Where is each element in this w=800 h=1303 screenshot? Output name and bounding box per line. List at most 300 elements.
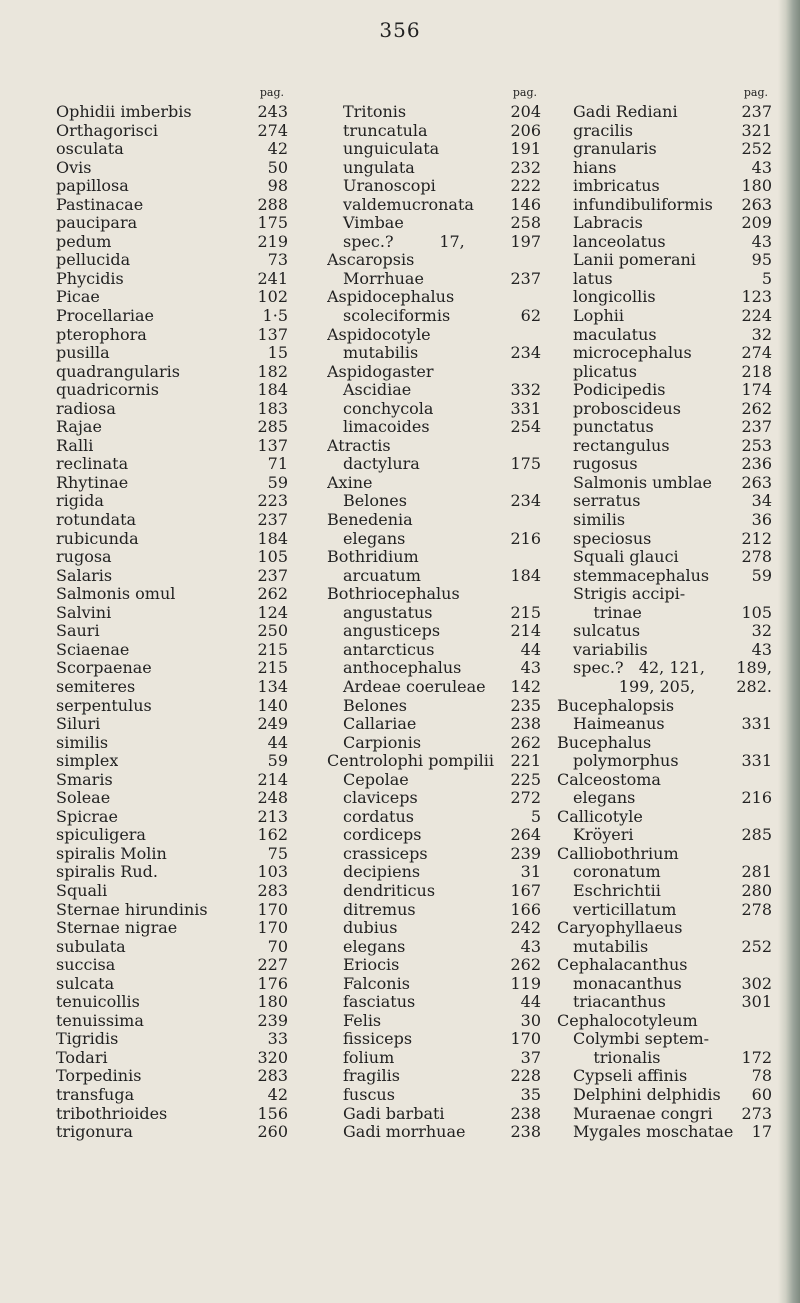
entry-page: 242 bbox=[510, 918, 541, 938]
entry-name: Salaris bbox=[56, 565, 113, 585]
entry-name: simplex bbox=[56, 751, 119, 771]
entry-name: coronatum bbox=[573, 862, 661, 882]
entry-page: 174 bbox=[741, 380, 772, 400]
entry-page: 252 bbox=[741, 936, 772, 956]
entry-name: Gadi barbati bbox=[343, 1103, 445, 1123]
index-entry bbox=[56, 937, 288, 956]
entry-name: Eriocis bbox=[343, 955, 400, 975]
entry-name: subulata bbox=[56, 936, 126, 956]
entry-name: lanceolatus bbox=[573, 231, 666, 251]
entry-page: 228 bbox=[510, 1066, 541, 1086]
entry-name: crassiceps bbox=[343, 843, 428, 863]
entry-name: Spicrae bbox=[56, 806, 118, 826]
entry-page: 234 bbox=[510, 491, 541, 511]
entry-page: 166 bbox=[510, 899, 541, 919]
index-entry bbox=[56, 658, 288, 677]
entry-page: 263 bbox=[741, 194, 772, 214]
entry-name: Kröyeri bbox=[573, 825, 634, 845]
entry-name: Tritonis bbox=[343, 102, 407, 121]
index-entry bbox=[557, 696, 772, 715]
entry-page: 206 bbox=[510, 120, 541, 140]
entry-name: pterophora bbox=[56, 324, 147, 344]
entry-page: 214 bbox=[257, 769, 288, 789]
entry-page: 15 bbox=[267, 343, 288, 363]
index-entry bbox=[327, 436, 541, 455]
entry-name: pusilla bbox=[56, 343, 110, 363]
entry-name: Ralli bbox=[56, 435, 94, 455]
entry-name: fissiceps bbox=[343, 1029, 413, 1049]
entry-page: 224 bbox=[741, 306, 772, 326]
index-entry bbox=[327, 176, 541, 195]
entry-name: Callicotyle bbox=[557, 806, 643, 826]
entry-page: 156 bbox=[257, 1103, 288, 1123]
index-entry bbox=[327, 862, 541, 881]
index-entry bbox=[327, 788, 541, 807]
entry-name: scoleciformis bbox=[343, 306, 451, 326]
index-entry bbox=[557, 584, 772, 603]
index-entry bbox=[557, 269, 772, 288]
entry-name: Aspidocephalus bbox=[327, 287, 455, 307]
index-entry bbox=[56, 1029, 288, 1048]
entry-page: 215 bbox=[257, 639, 288, 659]
entry-page: 37 bbox=[520, 1047, 541, 1067]
index-entry bbox=[557, 1122, 772, 1141]
index-entry bbox=[557, 1029, 772, 1048]
entry-name: folium bbox=[343, 1047, 395, 1067]
entry-name: proboscideus bbox=[573, 398, 681, 418]
entry-name: trinae bbox=[573, 602, 642, 622]
entry-page: 184 bbox=[257, 528, 288, 548]
index-entry bbox=[56, 473, 288, 492]
entry-page: 301 bbox=[741, 992, 772, 1012]
index-entry bbox=[557, 1066, 772, 1085]
index-entry bbox=[557, 825, 772, 844]
index-entry bbox=[56, 287, 288, 306]
index-entry bbox=[557, 640, 772, 659]
entry-name: Mygales moschatae bbox=[573, 1122, 734, 1142]
entry-name: infundibuliformis bbox=[573, 194, 713, 214]
entry-page: 237 bbox=[741, 102, 772, 121]
index-entry bbox=[56, 751, 288, 770]
index-entry bbox=[56, 102, 288, 121]
entry-page: 204 bbox=[510, 102, 541, 121]
entry-page: 34 bbox=[751, 491, 772, 511]
entry-page: 170 bbox=[257, 918, 288, 938]
entry-name: trigonura bbox=[56, 1122, 133, 1142]
entry-name: spec.? 17, bbox=[343, 231, 465, 251]
entry-name: ditremus bbox=[343, 899, 416, 919]
index-entry bbox=[327, 1011, 541, 1030]
entry-page: 243 bbox=[257, 102, 288, 121]
entry-name: Siluri bbox=[56, 714, 101, 734]
entry-page: 146 bbox=[510, 194, 541, 214]
index-entry bbox=[327, 1066, 541, 1085]
entry-page: 274 bbox=[257, 120, 288, 140]
index-entry bbox=[56, 862, 288, 881]
index-entry bbox=[327, 473, 541, 492]
index-entry bbox=[56, 1122, 288, 1141]
entry-name: rigida bbox=[56, 491, 104, 511]
entry-page: 5 bbox=[530, 806, 541, 826]
index-entry bbox=[557, 566, 772, 585]
entry-page: 234 bbox=[510, 343, 541, 363]
index-entry bbox=[56, 436, 288, 455]
index-entry bbox=[557, 918, 772, 937]
entry-name: pellucida bbox=[56, 250, 131, 270]
entry-page: 43 bbox=[520, 658, 541, 678]
index-entry bbox=[56, 158, 288, 177]
entry-page: 209 bbox=[741, 213, 772, 233]
index-entry bbox=[327, 1085, 541, 1104]
entry-page: 50 bbox=[267, 157, 288, 177]
index-entry bbox=[557, 770, 772, 789]
entry-name: Picae bbox=[56, 287, 100, 307]
index-entry bbox=[56, 621, 288, 640]
entry-page: 43 bbox=[751, 157, 772, 177]
index-entry bbox=[557, 343, 772, 362]
entry-name: Sauri bbox=[56, 621, 100, 641]
index-entry bbox=[327, 584, 541, 603]
index-entry bbox=[56, 788, 288, 807]
entry-page: 105 bbox=[257, 547, 288, 567]
entry-name: Podicipedis bbox=[573, 380, 666, 400]
entry-name: Bucephalus bbox=[557, 732, 652, 752]
index-entry bbox=[56, 918, 288, 937]
entry-name: punctatus bbox=[573, 417, 654, 437]
index-entry bbox=[327, 696, 541, 715]
page-number: 356 bbox=[379, 18, 421, 42]
entry-name: Callariae bbox=[343, 714, 417, 734]
index-entry bbox=[327, 881, 541, 900]
index-entry bbox=[557, 362, 772, 381]
index-entry bbox=[557, 1104, 772, 1123]
index-entry bbox=[56, 900, 288, 919]
entry-name: anthocephalus bbox=[343, 658, 462, 678]
entry-name: radiosa bbox=[56, 398, 116, 418]
entry-name: triacanthus bbox=[573, 992, 666, 1012]
index-entry bbox=[327, 603, 541, 622]
index-entry bbox=[327, 844, 541, 863]
index-entry bbox=[557, 436, 772, 455]
entry-name: fragilis bbox=[343, 1066, 400, 1086]
entry-page: 215 bbox=[510, 602, 541, 622]
entry-page: 95 bbox=[751, 250, 772, 270]
index-entry bbox=[56, 584, 288, 603]
index-entry bbox=[56, 640, 288, 659]
entry-name: Muraenae congri bbox=[573, 1103, 713, 1123]
index-entry bbox=[327, 491, 541, 510]
entry-name: Aspidocotyle bbox=[327, 324, 431, 344]
entry-name: Axine bbox=[327, 472, 373, 492]
entry-name: Falconis bbox=[343, 973, 410, 993]
entry-page: 278 bbox=[741, 899, 772, 919]
entry-page: 320 bbox=[257, 1047, 288, 1067]
entry-page: 235 bbox=[510, 695, 541, 715]
entry-name: Phycidis bbox=[56, 268, 124, 288]
entry-name: Ovis bbox=[56, 157, 92, 177]
entry-page: 137 bbox=[257, 324, 288, 344]
entry-name: Ardeae coeruleae bbox=[343, 676, 486, 696]
index-entry bbox=[327, 121, 541, 140]
index-entry bbox=[557, 1085, 772, 1104]
entry-name: Vimbae bbox=[343, 213, 404, 233]
entry-name: Salvini bbox=[56, 602, 112, 622]
entry-page: 214 bbox=[510, 621, 541, 641]
entry-name: Procellariae bbox=[56, 306, 155, 326]
entry-name: Sternae hirundinis bbox=[56, 899, 208, 919]
entry-name: tenuicollis bbox=[56, 992, 140, 1012]
index-entry bbox=[327, 825, 541, 844]
entry-name: Caryophyllaeus bbox=[557, 918, 683, 938]
entry-name: Lanii pomerani bbox=[573, 250, 696, 270]
entry-name: Rhytinae bbox=[56, 472, 129, 492]
entry-page: 17 bbox=[751, 1122, 772, 1142]
index-entry bbox=[327, 751, 541, 770]
index-entry bbox=[327, 640, 541, 659]
entry-page: 102 bbox=[257, 287, 288, 307]
entry-page: 283 bbox=[257, 1066, 288, 1086]
index-entry bbox=[327, 158, 541, 177]
entry-name: limacoides bbox=[343, 417, 430, 437]
index-entry bbox=[56, 566, 288, 585]
index-entry bbox=[327, 454, 541, 473]
entry-name: Cepolae bbox=[343, 769, 409, 789]
index-entry bbox=[56, 306, 288, 325]
entry-page: 75 bbox=[267, 843, 288, 863]
entry-page: 222 bbox=[510, 176, 541, 196]
entry-name: Delphini delphidis bbox=[573, 1084, 721, 1104]
entry-name: Calliobothrium bbox=[557, 843, 679, 863]
entry-page: 274 bbox=[741, 343, 772, 363]
entry-name: fuscus bbox=[343, 1084, 395, 1104]
index-entry bbox=[327, 325, 541, 344]
entry-page: 98 bbox=[267, 176, 288, 196]
entry-name: angusticeps bbox=[343, 621, 441, 641]
entry-name: Soleae bbox=[56, 788, 111, 808]
index-entry bbox=[557, 658, 772, 677]
index-entry bbox=[56, 195, 288, 214]
entry-page: 238 bbox=[510, 714, 541, 734]
entry-page: 241 bbox=[257, 268, 288, 288]
column-header bbox=[327, 86, 541, 98]
index-entry bbox=[557, 325, 772, 344]
entry-page: 237 bbox=[257, 565, 288, 585]
entry-page: 123 bbox=[741, 287, 772, 307]
entry-page: 172 bbox=[741, 1047, 772, 1067]
index-entry bbox=[327, 621, 541, 640]
entry-name: tenuissima bbox=[56, 1010, 144, 1030]
entry-name: Benedenia bbox=[327, 510, 413, 530]
index-entry bbox=[327, 1122, 541, 1141]
index-entry bbox=[327, 102, 541, 121]
index-entry bbox=[327, 714, 541, 733]
entry-name: spiralis Rud. bbox=[56, 862, 158, 882]
entry-name: Torpedinis bbox=[56, 1066, 142, 1086]
entry-page: 236 bbox=[741, 454, 772, 474]
entry-page: 262 bbox=[741, 398, 772, 418]
entry-page: 281 bbox=[741, 862, 772, 882]
entry-name: quadrangularis bbox=[56, 361, 180, 381]
index-entry bbox=[557, 1011, 772, 1030]
entry-name: elegans bbox=[343, 528, 406, 548]
entry-name: 199, 205, bbox=[573, 676, 696, 696]
entry-name: spec.? 42, 121, bbox=[573, 658, 705, 678]
entry-page: 216 bbox=[741, 788, 772, 808]
entry-name: angustatus bbox=[343, 602, 433, 622]
index-entry bbox=[557, 955, 772, 974]
entry-page: 134 bbox=[257, 676, 288, 696]
entry-name: Belones bbox=[343, 695, 407, 715]
entry-page: 331 bbox=[741, 714, 772, 734]
entry-page: 1·5 bbox=[262, 306, 288, 326]
entry-page: 183 bbox=[257, 398, 288, 418]
index-entry bbox=[56, 269, 288, 288]
entry-name: Tigridis bbox=[56, 1029, 119, 1049]
entry-page: 219 bbox=[257, 231, 288, 251]
index-entry bbox=[557, 491, 772, 510]
entry-name: Morrhuae bbox=[343, 268, 424, 288]
entry-page: 278 bbox=[741, 547, 772, 567]
index-entry bbox=[557, 881, 772, 900]
index-entry bbox=[557, 603, 772, 622]
index-entry bbox=[557, 529, 772, 548]
entry-name: rectangulus bbox=[573, 435, 670, 455]
index-entry bbox=[56, 510, 288, 529]
entry-page: 184 bbox=[257, 380, 288, 400]
index-entry bbox=[557, 158, 772, 177]
entry-page: 42 bbox=[267, 1084, 288, 1104]
entry-name: Bothriocephalus bbox=[327, 584, 460, 604]
pag-label: pag. bbox=[259, 86, 284, 99]
index-entry bbox=[56, 547, 288, 566]
index-entry bbox=[557, 306, 772, 325]
index-entry bbox=[56, 454, 288, 473]
index-entry bbox=[56, 362, 288, 381]
entry-page: 239 bbox=[257, 1010, 288, 1030]
entry-page: 249 bbox=[257, 714, 288, 734]
entry-name: Squali bbox=[56, 880, 108, 900]
column-header bbox=[56, 86, 288, 98]
entry-page: 232 bbox=[510, 157, 541, 177]
entry-page: 167 bbox=[510, 880, 541, 900]
index-entry bbox=[327, 1104, 541, 1123]
entry-page: 59 bbox=[751, 565, 772, 585]
entry-page: 223 bbox=[257, 491, 288, 511]
entry-page: 170 bbox=[257, 899, 288, 919]
entry-name: Lophii bbox=[573, 306, 625, 326]
entry-name: Bucephalopsis bbox=[557, 695, 675, 715]
index-entry bbox=[56, 770, 288, 789]
index-entry bbox=[327, 955, 541, 974]
entry-name: rotundata bbox=[56, 510, 137, 530]
entry-name: gracilis bbox=[573, 120, 633, 140]
entry-name: Sciaenae bbox=[56, 639, 130, 659]
entry-page: 250 bbox=[257, 621, 288, 641]
entry-page: 189, bbox=[736, 658, 772, 678]
entry-page: 119 bbox=[510, 973, 541, 993]
entry-name: Ophidii imberbis bbox=[56, 102, 192, 121]
entry-page: 62 bbox=[520, 306, 541, 326]
entry-name: valdemucronata bbox=[343, 194, 474, 214]
index-entry bbox=[327, 974, 541, 993]
index-entry bbox=[56, 121, 288, 140]
index-entry bbox=[327, 213, 541, 232]
index-entry bbox=[327, 937, 541, 956]
entry-page: 253 bbox=[741, 435, 772, 455]
entry-name: Squali glauci bbox=[573, 547, 679, 567]
entry-page: 180 bbox=[741, 176, 772, 196]
entry-name: Carpionis bbox=[343, 732, 422, 752]
entry-page: 31 bbox=[520, 862, 541, 882]
entry-name: dactylura bbox=[343, 454, 420, 474]
index-entry bbox=[56, 213, 288, 232]
entry-name: conchycola bbox=[343, 398, 434, 418]
index-entry bbox=[557, 992, 772, 1011]
entry-name: Ascidiae bbox=[343, 380, 412, 400]
entry-name: mutabilis bbox=[573, 936, 649, 956]
index-entry bbox=[557, 937, 772, 956]
entry-name: fasciatus bbox=[343, 992, 416, 1012]
entry-page: 282. bbox=[736, 676, 772, 696]
index-entry bbox=[327, 733, 541, 752]
entry-page: 78 bbox=[751, 1066, 772, 1086]
entry-name: latus bbox=[573, 268, 613, 288]
index-entry bbox=[327, 269, 541, 288]
entry-page: 280 bbox=[741, 880, 772, 900]
entry-name: arcuatum bbox=[343, 565, 421, 585]
entry-page: 103 bbox=[257, 862, 288, 882]
entry-page: 238 bbox=[510, 1122, 541, 1142]
entry-page: 283 bbox=[257, 880, 288, 900]
index-entry bbox=[56, 417, 288, 436]
pag-label: pag. bbox=[512, 86, 537, 99]
entry-name: claviceps bbox=[343, 788, 418, 808]
index-entry bbox=[557, 510, 772, 529]
entry-page: 288 bbox=[257, 194, 288, 214]
index-entry bbox=[56, 325, 288, 344]
entry-name: Strigis accipi- bbox=[573, 584, 686, 604]
index-entry bbox=[327, 399, 541, 418]
index-entry bbox=[557, 733, 772, 752]
index-entry bbox=[56, 844, 288, 863]
entry-page: 44 bbox=[267, 732, 288, 752]
entry-name: Scorpaenae bbox=[56, 658, 152, 678]
index-entry bbox=[56, 529, 288, 548]
index-entry bbox=[557, 139, 772, 158]
entry-name: Todari bbox=[56, 1047, 108, 1067]
entry-name: sulcata bbox=[56, 973, 115, 993]
entry-name: Salmonis omul bbox=[56, 584, 176, 604]
entry-name: Haimeanus bbox=[573, 714, 665, 734]
entry-page: 70 bbox=[267, 936, 288, 956]
index-entry bbox=[56, 714, 288, 733]
index-column-1 bbox=[56, 86, 288, 1141]
index-entry bbox=[557, 213, 772, 232]
entry-name: trionalis bbox=[573, 1047, 661, 1067]
entry-name: elegans bbox=[573, 788, 636, 808]
entry-name: transfuga bbox=[56, 1084, 135, 1104]
index-entry bbox=[557, 102, 772, 121]
entry-name: Colymbi septem- bbox=[573, 1029, 710, 1049]
entry-page: 44 bbox=[520, 639, 541, 659]
entry-name: Uranoscopi bbox=[343, 176, 436, 196]
entry-name: stemmacephalus bbox=[573, 565, 710, 585]
entry-name: serpentulus bbox=[56, 695, 152, 715]
entry-name: rugosa bbox=[56, 547, 112, 567]
entry-name: Ascaropsis bbox=[327, 250, 415, 270]
index-entry bbox=[327, 380, 541, 399]
entry-page: 302 bbox=[741, 973, 772, 993]
